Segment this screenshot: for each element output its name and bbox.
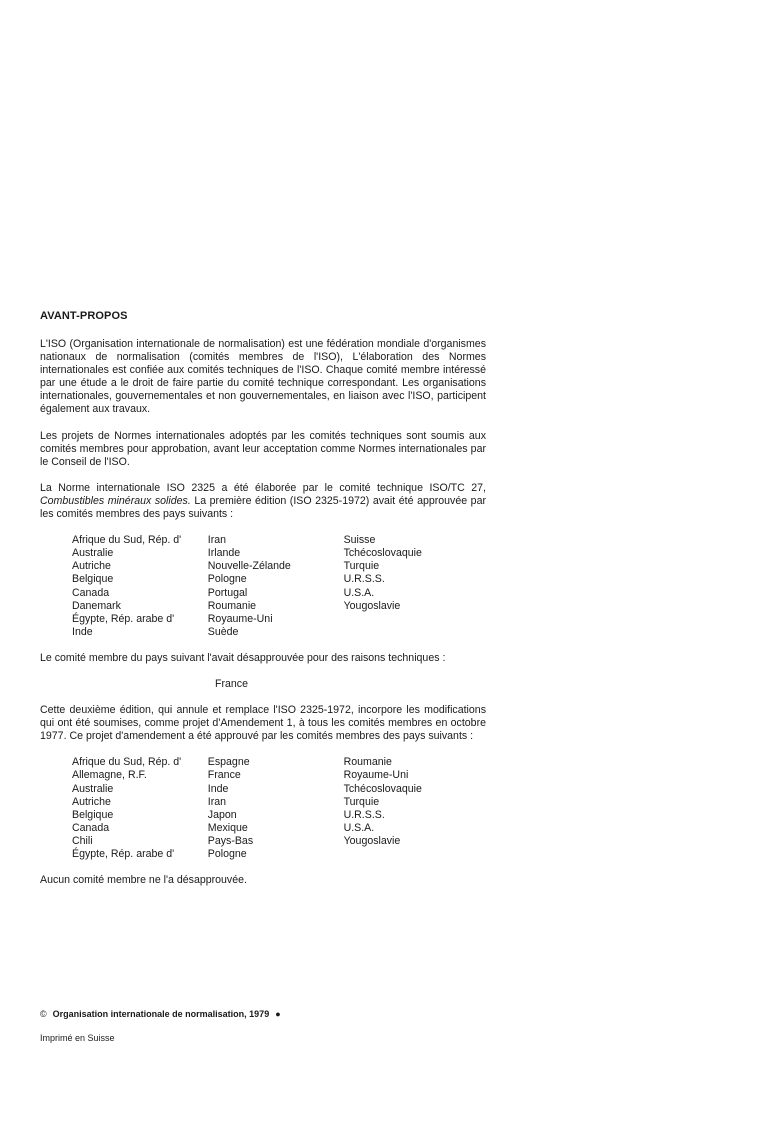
country-name: U.S.A. (343, 586, 375, 599)
country-name: Portugal (207, 586, 248, 599)
country-name: Roumanie (207, 599, 257, 612)
country-name: Allemagne, R.F. (72, 769, 147, 782)
country-name: Mexique (207, 821, 248, 834)
paragraph-disapproval: Le comité membre du pays suivant l'avait désapprouvée pour des raisons techniques : (40, 651, 446, 664)
paragraph-no-disapproval: Aucun comité membre ne l'a désapprouvée. (40, 874, 247, 887)
approving-countries-first-edition (72, 534, 486, 639)
country-name: Canada (72, 586, 110, 599)
paragraph-second-edition: Cette deuxième édition, qui annule et remplace l'ISO 2325-1972, incorpore les modifications qui ont été soumises, comme projet d'Amendement 1, à tous les comités membres en octobre 1977. Ce projet d'amendement a été approuvé par les comités membres des pays suivants : (40, 704, 486, 743)
country-name: Canada (72, 821, 110, 834)
country-name: Suède (207, 625, 239, 638)
country-name: Pologne (207, 848, 247, 860)
country-column (72, 756, 208, 861)
country-name: Inde (72, 625, 93, 638)
country-name: Japon (207, 808, 237, 821)
country-name: Australie (72, 782, 114, 795)
country-name: Iran (207, 795, 227, 808)
country-name: Yougoslavie (343, 834, 401, 847)
country-name: U.R.S.S. (343, 808, 385, 821)
foreword-section (40, 310, 486, 900)
country-column (344, 756, 486, 861)
text-segment: La Norme internationale ISO 2325 a été élaborée par le comité technique ISO/TC 27, (40, 481, 486, 494)
copyright-notice (40, 1009, 281, 1019)
country-name: Danemark (72, 599, 121, 612)
country-name: Nouvelle-Zélande (207, 560, 291, 573)
country-column (208, 534, 344, 639)
disapproving-country: France (215, 677, 248, 690)
section-heading: AVANT-PROPOS (40, 310, 128, 322)
country-name: Égypte, Rép. arabe d' (72, 612, 175, 625)
country-name: Tchécoslovaquie (343, 782, 422, 795)
country-name: Inde (207, 782, 229, 795)
copyright-symbol: © (40, 1009, 47, 1019)
country-column (208, 756, 344, 861)
country-name: Suisse (343, 534, 376, 547)
copyright-text: Organisation internationale de normalisation, 1979 (52, 1009, 270, 1019)
country-name: Égypte, Rép. arabe d' (72, 848, 175, 860)
country-name: Australie (72, 547, 114, 560)
country-name: Autriche (72, 795, 111, 808)
country-name: U.R.S.S. (343, 573, 385, 586)
country-name: Royaume-Uni (343, 769, 409, 782)
country-name: Afrique du Sud, Rép. d' (72, 534, 182, 547)
country-column (72, 534, 208, 639)
country-name: U.S.A. (343, 821, 375, 834)
country-name: Turquie (343, 795, 380, 808)
country-name: Belgique (72, 573, 114, 586)
country-name: Turquie (343, 560, 380, 573)
country-name: Iran (207, 534, 227, 547)
country-column (344, 534, 486, 639)
country-name: Afrique du Sud, Rép. d' (72, 756, 182, 769)
country-name: Espagne (207, 756, 250, 769)
country-name: Belgique (72, 808, 114, 821)
country-name: Tchécoslovaquie (343, 547, 422, 560)
printed-in: Imprimé en Suisse (40, 1033, 115, 1043)
country-name: Autriche (72, 560, 111, 573)
country-name: Pologne (207, 573, 247, 586)
country-name: Pays-Bas (207, 834, 254, 847)
country-name: Royaume-Uni (207, 612, 273, 625)
country-name: Chili (72, 834, 93, 847)
paragraph-draft-approval: Les projets de Normes internationales adoptés par les comités techniques sont soumis aux comités membres pour approbation, avant leur acceptation comme Normes internationales par le Conseil de l'ISO. (40, 429, 486, 468)
approving-countries-amendment (72, 756, 486, 861)
country-name: Roumanie (343, 756, 392, 769)
paragraph-iso-intro: L'ISO (Organisation internationale de normalisation) est une fédération mondiale d'organismes nationaux de normalisation (comités membres de l'ISO), L'élaboration des Normes internationales est confiée aux comités techniques de l'ISO. Chaque comité membre intéressé par une étude a le droit de faire partie du comité technique correspondant. Les organisations internationales, gouvernementales et non gouvernementales, en liaison avec l'ISO, participent également aux travaux. (40, 338, 486, 416)
country-name: Yougoslavie (343, 599, 401, 612)
paragraph-first-edition (40, 482, 486, 521)
committee-title: Combustibles minéraux solides. (40, 494, 191, 507)
country-name: France (207, 769, 241, 782)
country-name: Irlande (207, 547, 241, 560)
text-segment: La première édition (ISO 2325-1972) avait été approuvée par les comités membres des pays suivants : (40, 494, 486, 521)
bullet-icon: ● (275, 1009, 281, 1019)
